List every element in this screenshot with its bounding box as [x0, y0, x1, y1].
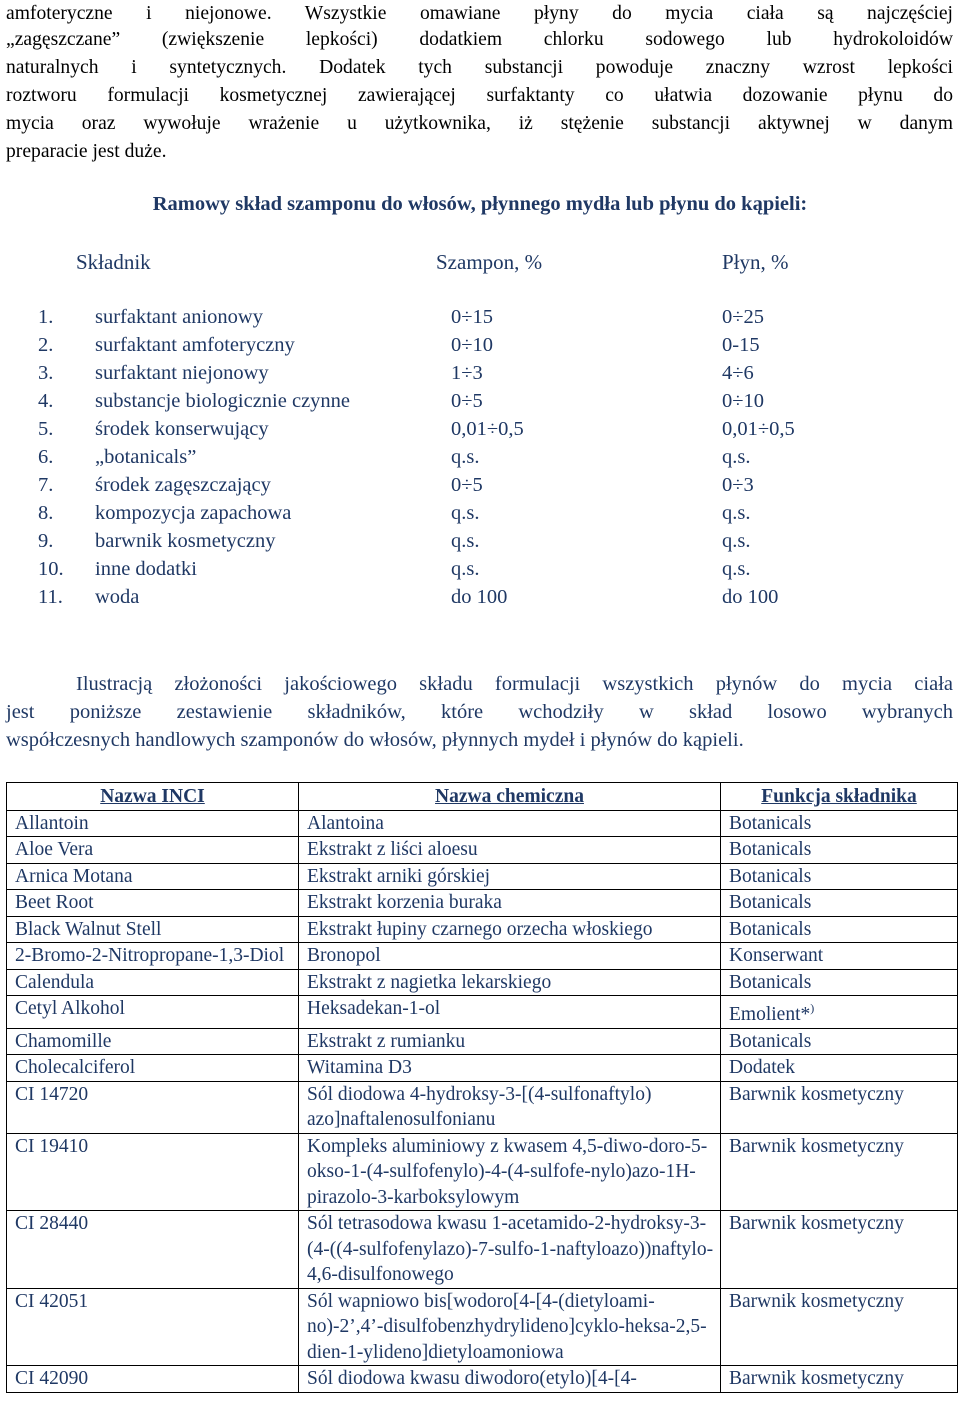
- liquid-percent: 0÷25: [722, 306, 765, 328]
- inci-name-cell-text: Beet Root: [15, 892, 94, 913]
- table-row: [7, 1366, 958, 1393]
- table-row: [7, 969, 958, 996]
- chemical-name-cell-text: Heksadekan-1-ol: [307, 998, 441, 1019]
- footnote-marker: ): [810, 1001, 815, 1015]
- row-number: 10.: [38, 558, 64, 580]
- chemical-name-cell: [299, 1288, 721, 1366]
- frame-row: [0, 530, 960, 558]
- inci-name-cell: [7, 810, 299, 837]
- inci-name-cell-text: CI 42051: [15, 1290, 89, 1312]
- function-cell-text: Botanicals: [729, 865, 812, 887]
- function-cell-text: Barwnik kosmetyczny: [729, 1213, 904, 1234]
- shampoo-percent: q.s.: [451, 558, 480, 580]
- chemical-name-cell: [299, 943, 721, 970]
- inci-name-cell: [7, 916, 299, 943]
- inci-name-cell-text: Cholecalciferol: [15, 1057, 136, 1078]
- inci-name-cell: [7, 837, 299, 864]
- shampoo-percent: 0÷5: [451, 390, 483, 412]
- function-cell: [721, 837, 958, 864]
- shampoo-percent: 0÷15: [451, 306, 494, 328]
- ingredient-name: inne dodatki: [95, 558, 197, 580]
- row-number: 5.: [38, 418, 54, 440]
- chemical-name-cell: [299, 863, 721, 890]
- ingredient-name: surfaktant anionowy: [95, 306, 263, 328]
- intro-line: preparacie jest duże.: [6, 141, 167, 162]
- function-cell-text: Barwnik kosmetyczny: [729, 1368, 904, 1389]
- inci-name-cell: [7, 890, 299, 917]
- function-cell-text: Botanicals: [729, 1030, 812, 1052]
- chemical-name-cell: [299, 1028, 721, 1055]
- illustration-line: [6, 670, 953, 698]
- inci-name-cell-text: Aloe Vera: [15, 839, 94, 860]
- inci-name-cell: [7, 1288, 299, 1366]
- chemical-name-cell-text: Sól diodowa 4-hydroksy-3-[(4-sulfonaftylo) azo]naftalenosulfonianu: [307, 1083, 652, 1130]
- inci-name-cell: [7, 943, 299, 970]
- chemical-name-cell: [299, 890, 721, 917]
- function-cell: [721, 1211, 958, 1289]
- inci-name-cell-text: Chamomille: [15, 1030, 112, 1052]
- inci-name-cell: [7, 1211, 299, 1289]
- frame-row: [0, 474, 960, 502]
- table-row: [7, 890, 958, 917]
- table-row: [7, 1081, 958, 1133]
- header-shampoo: Szampon, %: [436, 250, 543, 274]
- table-row: [7, 996, 958, 1029]
- chemical-name-cell: [299, 996, 721, 1029]
- row-number: 2.: [38, 334, 54, 356]
- shampoo-percent: do 100: [451, 586, 508, 608]
- function-cell: [721, 1081, 958, 1133]
- illustration-line: współczesnych handlowych szamponów do włosów, płynnych mydeł i płynów do kąpieli.: [6, 729, 744, 751]
- chemical-name-cell: [299, 810, 721, 837]
- function-cell: [721, 969, 958, 996]
- inci-name-cell-text: Allantoin: [15, 812, 89, 834]
- inci-name-cell: [7, 1055, 299, 1082]
- liquid-percent: 0÷10: [722, 390, 765, 412]
- function-cell: [721, 943, 958, 970]
- frame-composition-heading: Ramowy skład szamponu do włosów, płynnego mydła lub płynu do kąpieli:: [152, 193, 808, 215]
- intro-line: naturalnych i syntetycznych. Dodatek tych substancji powoduje znaczny wzrost lepkości: [6, 57, 953, 78]
- chemical-name-cell: [299, 1211, 721, 1289]
- inci-ingredients-table: [6, 782, 958, 1393]
- ingredient-name: barwnik kosmetyczny: [95, 530, 276, 552]
- shampoo-percent: 0÷10: [451, 334, 494, 356]
- ingredient-name: surfaktant niejonowy: [95, 362, 269, 384]
- chemical-name-cell-text: Ekstrakt arniki górskiej: [307, 865, 491, 887]
- inci-name-cell-text: Arnica Motana: [15, 865, 133, 887]
- frame-row: [0, 362, 960, 390]
- inci-name-cell: [7, 996, 299, 1029]
- column-header-function: Funkcja składnika: [721, 783, 958, 811]
- table-row: [7, 1211, 958, 1289]
- chemical-name-cell-text: Kompleks aluminiowy z kwasem 4,5-diwo-doro-5-okso-1-(4-sulfofenylo)-4-(4-sulfofe-nylo)azo-1H-pirazolo-3-karboksylowym: [307, 1135, 708, 1208]
- inci-name-cell: [7, 1133, 299, 1211]
- inci-name-cell: [7, 1366, 299, 1393]
- function-cell: [721, 1288, 958, 1366]
- function-cell: [721, 863, 958, 890]
- shampoo-percent: 0,01÷0,5: [451, 418, 524, 440]
- header-liquid: Płyn, %: [722, 250, 789, 274]
- row-number: 6.: [38, 446, 54, 468]
- liquid-percent: q.s.: [722, 558, 751, 580]
- function-cell: [721, 810, 958, 837]
- intro-line: roztworu formulacji kosmetycznej zawierającej surfaktanty co ułatwia dozowanie płynu do: [6, 85, 953, 106]
- function-cell-text: Barwnik kosmetyczny: [729, 1290, 904, 1312]
- inci-name-cell-text: CI 28440: [15, 1213, 89, 1234]
- chemical-name-cell: [299, 1366, 721, 1393]
- chemical-name-cell-text: Sól diodowa kwasu diwodoro(etylo)[4-[4-: [307, 1368, 637, 1389]
- row-number: 11.: [38, 586, 63, 608]
- chemical-name-cell-text: Sól wapniowo bis[wodoro[4-[4-(dietyloami-no)-2’,4’-disulfobenzhydrylideno]cyklo-heksa-2,5-dien-1-ylideno]dietyloamoniowa: [307, 1290, 707, 1363]
- function-cell: [721, 1366, 958, 1393]
- intro-line: „zagęszczane” (zwiększenie lepkości) dodatkiem chlorku sodowego lub hydrokoloidów: [6, 29, 953, 50]
- liquid-percent: q.s.: [722, 446, 751, 468]
- chemical-name-cell-text: Ekstrakt z rumianku: [307, 1030, 466, 1052]
- shampoo-percent: 0÷5: [451, 474, 483, 496]
- function-cell: [721, 1028, 958, 1055]
- ingredient-name: surfaktant amfoteryczny: [95, 334, 295, 356]
- intro-line: mycia oraz wywołuje wrażenie u użytkownika, iż stężenie substancji aktywnej w danym: [6, 113, 953, 134]
- chemical-name-cell: [299, 837, 721, 864]
- row-number: 1.: [38, 306, 54, 328]
- chemical-name-cell: [299, 969, 721, 996]
- table-row: [7, 837, 958, 864]
- header-ingredient: Składnik: [76, 250, 151, 274]
- table-row: [7, 1133, 958, 1211]
- shampoo-percent: 1÷3: [451, 362, 483, 384]
- chemical-name-cell-text: Ekstrakt z liści aloesu: [307, 839, 478, 860]
- inci-name-cell: [7, 1028, 299, 1055]
- inci-name-cell-text: Cetyl Alkohol: [15, 998, 125, 1019]
- shampoo-percent: q.s.: [451, 502, 480, 524]
- function-cell-text: Barwnik kosmetyczny: [729, 1083, 904, 1105]
- table-row: [7, 1288, 958, 1366]
- function-cell-text: Botanicals: [729, 918, 812, 940]
- liquid-percent: do 100: [722, 586, 779, 608]
- illustration-line: jest poniższe zestawienie składników, które wchodziły w skład losowo wybranych: [6, 701, 953, 723]
- chemical-name-cell: [299, 1055, 721, 1082]
- frame-row: [0, 390, 960, 418]
- function-cell-text: Botanicals: [729, 892, 812, 913]
- ingredient-name: kompozycja zapachowa: [95, 502, 292, 524]
- row-number: 8.: [38, 502, 54, 524]
- frame-row: [0, 558, 960, 586]
- frame-row: [0, 502, 960, 530]
- function-cell-text: Dodatek: [729, 1057, 796, 1078]
- row-number: 3.: [38, 362, 54, 384]
- column-header-chemical: Nazwa chemiczna: [299, 783, 721, 811]
- frame-row: [0, 306, 960, 334]
- inci-name-cell-text: Black Walnut Stell: [15, 918, 162, 940]
- function-cell-text: Botanicals: [729, 971, 812, 993]
- inci-name-cell-text: CI 42090: [15, 1368, 89, 1389]
- shampoo-percent: q.s.: [451, 446, 480, 468]
- chemical-name-cell-text: Alantoina: [307, 812, 384, 834]
- frame-row: [0, 418, 960, 446]
- function-cell-text: Barwnik kosmetyczny: [729, 1135, 904, 1157]
- chemical-name-cell: [299, 1081, 721, 1133]
- shampoo-percent: q.s.: [451, 530, 480, 552]
- inci-name-cell-text: 2-Bromo-2-Nitropropane-1,3-Diol: [15, 945, 285, 966]
- ingredient-name: woda: [95, 586, 140, 608]
- function-cell: [721, 890, 958, 917]
- table-row: [7, 943, 958, 970]
- function-cell-text: Emolient*: [729, 1004, 811, 1025]
- illustration-line-text: Ilustracją złożoności jakościowego składu formulacji wszystkich płynów do mycia ciała: [76, 673, 953, 695]
- liquid-percent: 0÷3: [722, 474, 754, 496]
- inci-name-cell-text: CI 14720: [15, 1083, 89, 1105]
- frame-row: [0, 446, 960, 474]
- chemical-name-cell-text: Bronopol: [307, 945, 381, 966]
- liquid-percent: 4÷6: [722, 362, 754, 384]
- ingredient-name: substancje biologicznie czynne: [95, 390, 351, 412]
- inci-name-cell: [7, 969, 299, 996]
- table-row: [7, 810, 958, 837]
- inci-table-body: [7, 810, 958, 1392]
- liquid-percent: q.s.: [722, 502, 751, 524]
- inci-name-cell: [7, 1081, 299, 1133]
- chemical-name-cell: [299, 916, 721, 943]
- chemical-name-cell-text: Ekstrakt z nagietka lekarskiego: [307, 971, 552, 993]
- inci-name-cell-text: Calendula: [15, 971, 95, 993]
- row-number: 4.: [38, 390, 54, 412]
- liquid-percent: q.s.: [722, 530, 751, 552]
- function-cell: [721, 1133, 958, 1211]
- frame-row: [0, 334, 960, 362]
- table-row: [7, 1055, 958, 1082]
- chemical-name-cell-text: Witamina D3: [307, 1057, 412, 1078]
- ingredient-name: środek konserwujący: [95, 418, 269, 440]
- table-row: [7, 1028, 958, 1055]
- function-cell-text: Botanicals: [729, 839, 812, 860]
- chemical-name-cell: [299, 1133, 721, 1211]
- ingredient-name: „botanicals”: [95, 446, 197, 468]
- inci-name-cell-text: CI 19410: [15, 1135, 89, 1157]
- row-number: 9.: [38, 530, 54, 552]
- function-cell: [721, 916, 958, 943]
- function-cell-text: Botanicals: [729, 812, 812, 834]
- function-cell: [721, 1055, 958, 1082]
- frame-row: [0, 586, 960, 614]
- inci-name-cell: [7, 863, 299, 890]
- function-cell: [721, 996, 958, 1029]
- table-row: [7, 916, 958, 943]
- chemical-name-cell-text: Ekstrakt korzenia buraka: [307, 892, 502, 913]
- chemical-name-cell-text: Sól tetrasodowa kwasu 1-acetamido-2-hydroksy-3-(4-((4-sulfofenylazo)-7-sulfo-1-naftyloazo))naftylo-4,6-disulfonowego: [307, 1213, 714, 1285]
- ingredient-name: środek zagęszczający: [95, 474, 271, 496]
- liquid-percent: 0,01÷0,5: [722, 418, 795, 440]
- chemical-name-cell-text: Ekstrakt łupiny czarnego orzecha włoskiego: [307, 918, 653, 940]
- row-number: 7.: [38, 474, 54, 496]
- column-header-inci: Nazwa INCI: [7, 783, 299, 811]
- table-row: [7, 863, 958, 890]
- liquid-percent: 0-15: [722, 334, 760, 356]
- function-cell-text: Konserwant: [729, 945, 824, 966]
- intro-line: amfoteryczne i niejonowe. Wszystkie omawiane płyny do mycia ciała są najczęściej: [6, 3, 953, 24]
